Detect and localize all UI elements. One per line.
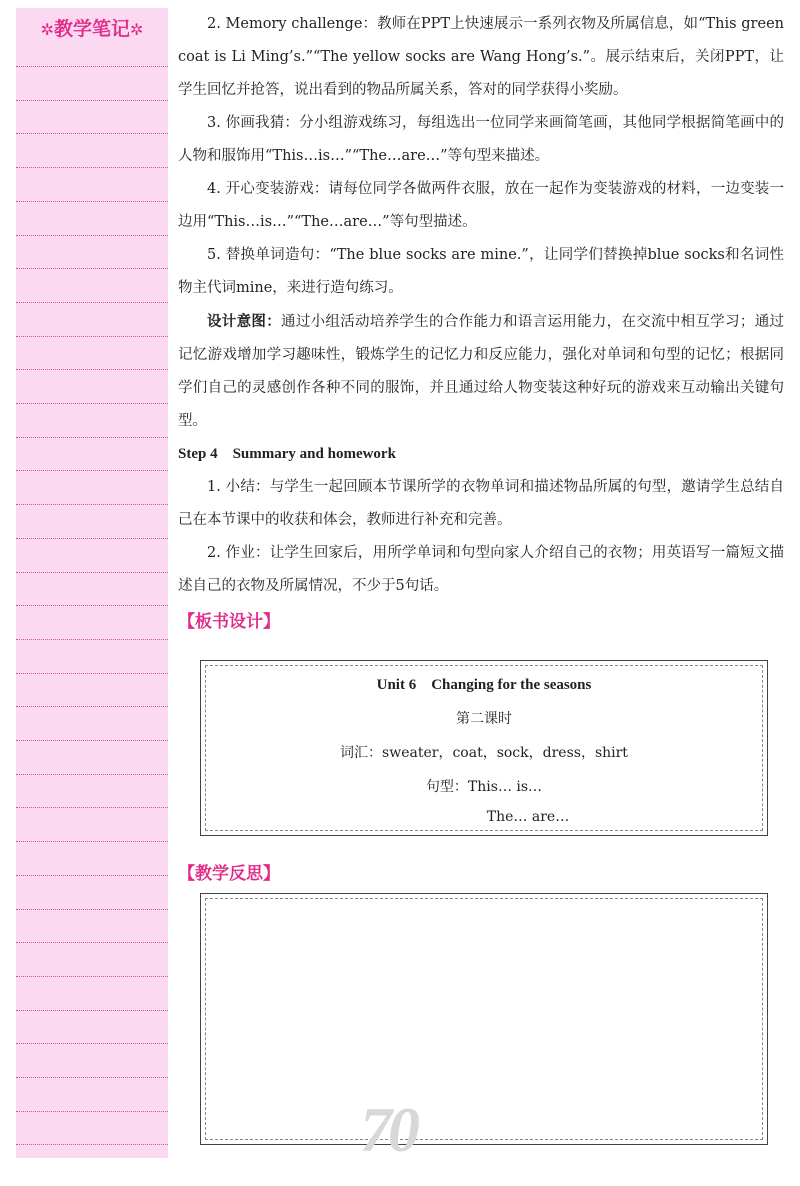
sidebar-rule-line [16,807,168,808]
sidebar-rule-line [16,167,168,168]
flower-icon: ✲ [130,20,144,39]
sidebar-rule-line [16,740,168,741]
sidebar-rule-line [16,774,168,775]
sidebar-rule-line [16,66,168,67]
notes-sidebar [16,8,168,1158]
board-title: Unit 6 Changing for the seasons [376,677,592,693]
sidebar-rule-line [16,639,168,640]
sidebar-rule-line [16,706,168,707]
main-content [178,8,784,637]
sidebar-rule-line [16,369,168,370]
activity-paragraph: 4. 开心变装游戏：请每位同学各做两件衣服，放在一起作为变装游戏的材料，一边变装一边用“This…is…”“The…are…”等句型描述。 [178,181,784,230]
sidebar-rule-line [16,336,168,337]
sidebar-rule-line [16,1010,168,1011]
sidebar-rule-line [16,605,168,606]
sidebar-rule-line [16,201,168,202]
sidebar-rule-line [16,403,168,404]
sidebar-rule-line [16,976,168,977]
sidebar-title [16,14,168,41]
sidebar-rule-line [16,133,168,134]
summary-paragraph: 1. 小结：与学生一起回顾本节课所学的衣物单词和描述物品所属的句型，邀请学生总结自己在本节课中的收获和体会，教师进行补充和完善。 [178,479,784,528]
board-pattern-2: The… are… [486,809,570,825]
reflection-box [200,893,768,1145]
sidebar-rule-line [16,437,168,438]
sidebar-rule-line [16,235,168,236]
board-vocabulary: 词汇：sweater，coat，sock，dress，shirt [340,745,628,761]
sidebar-rule-line [16,875,168,876]
board-design-heading: 【板书设计】 [178,612,280,632]
sidebar-rule-line [16,1144,168,1145]
sidebar-rule-line [16,909,168,910]
sidebar-rule-line [16,572,168,573]
sidebar-title-text: 教学笔记 [53,18,130,40]
activity-paragraph: 5. 替换单词造句：“The blue socks are mine.”，让同学们替换掉blue socks和名词性物主代词mine，来进行造句练习。 [178,247,784,296]
sidebar-rule-line [16,100,168,101]
sidebar-rule-line [16,841,168,842]
board-lesson: 第二课时 [456,711,512,727]
design-intent-label: 设计意图： [207,313,282,330]
sidebar-rule-line [16,942,168,943]
homework-paragraph: 2. 作业：让学生回家后，用所学单词和句型向家人介绍自己的衣物；用英语写一篇短文描述自己的衣物及所属情况，不少于5句话。 [178,545,784,594]
sidebar-rule-line [16,504,168,505]
design-intent-text: 通过小组活动培养学生的合作能力和语言运用能力，在交流中相互学习；通过记忆游戏增加学习趣味性，锻炼学生的记忆力和反应能力，强化对单词和句型的记忆；根据同学们自己的灵感创作各种不同的服饰，并且通过给人物变装这种好玩的游戏来互动输出关键句型。 [178,314,784,429]
sidebar-rule-line [16,268,168,269]
sidebar-rule-line [16,1111,168,1112]
design-intent-paragraph [178,305,784,438]
sidebar-rule-line [16,470,168,471]
board-pattern-1: 句型：This… is… [425,779,543,795]
sidebar-rule-line [16,1077,168,1078]
sidebar-rule-line [16,1043,168,1044]
sidebar-rule-line [16,673,168,674]
activity-paragraph: 2. Memory challenge：教师在PPT上快速展示一系列衣物及所属信息，如“This green coat is Li Ming’s.”“The yellow socks are Wang Hong’s.”。展示结束后，关闭PPT，让学生回忆并抢答，说出看到的物品所属关系，答对的同学获得小奖励。 [178,16,784,98]
reflection-heading: 【教学反思】 [178,864,280,884]
sidebar-rule-line [16,302,168,303]
step-heading: Step 4 Summary and homework [178,446,396,462]
sidebar-rule-line [16,538,168,539]
board-design-box [200,660,768,836]
activity-paragraph: 3. 你画我猜：分小组游戏练习，每组选出一位同学来画简笔画，其他同学根据简笔画中的人物和服饰用“This…is…”“The…are…”等句型来描述。 [178,115,784,164]
page-number: 70 [360,1094,416,1165]
flower-icon: ✲ [40,20,54,39]
